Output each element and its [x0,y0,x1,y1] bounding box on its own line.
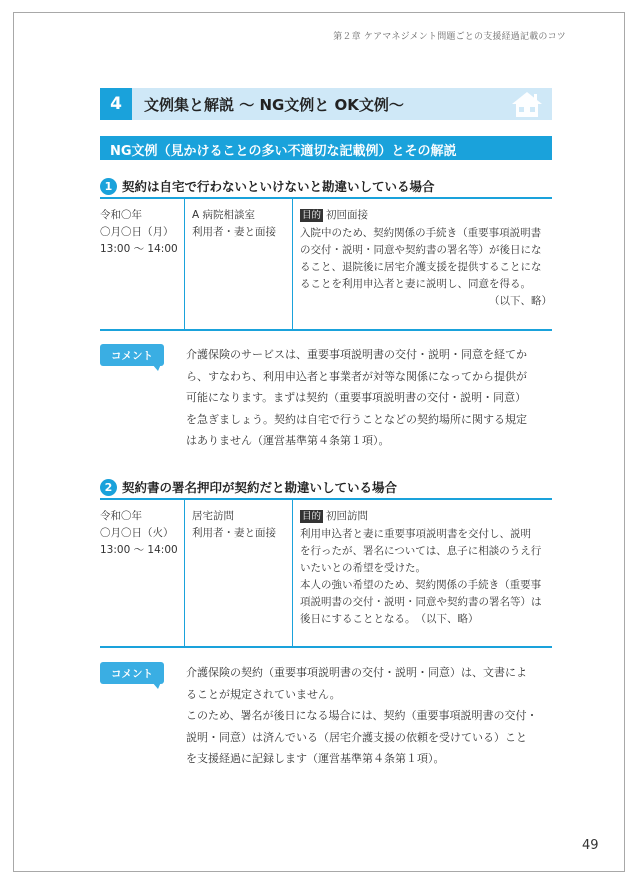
date-line: 令和〇年 [100,209,142,221]
house-icon [510,90,544,118]
content-end: （以下、略） [489,295,552,307]
page-number: 49 [582,838,599,853]
section-header [100,88,552,120]
place-line: A 病院相談室 [192,209,256,221]
time-line: 13:00 〜 14:00 [100,243,178,255]
date-line: 令和〇年 [100,510,142,522]
case-2-comment [100,662,552,774]
content-line: 利用申込者と妻に重要事項説明書を交付し、説明 [300,528,531,540]
content-line: ること、退院後に居宅介護支援を提供することにな [300,261,542,273]
purpose-text: 初回訪問 [326,510,369,522]
comment-line: このため、署名が後日になる場合には、契約（重要事項説明書の交付・ [186,709,538,722]
content-line: の交付・説明・同意や契約書の署名等）が後日にな [300,244,542,256]
purpose-badge: 目的 [302,511,322,522]
comment-line: を支援経過に記録します（運営基準第４条第１項）。 [186,752,445,765]
comment-line: 可能になります。まずは契約（重要事項説明書の交付・説明・同意） [186,391,527,404]
table-divider [292,199,293,329]
section-number: 4 [100,88,132,120]
case-2-heading-text: 契約書の署名押印が契約だと勘違いしている場合 [122,480,398,495]
place-line: 利用者・妻と面接 [192,226,276,238]
comment-line: 介護保険のサービスは、重要事項説明書の交付・説明・同意を経てか [186,348,527,361]
place-line: 利用者・妻と面接 [192,527,276,539]
case-1-date-cell [100,207,180,258]
comment-tag: コメント [100,662,164,684]
comment-line: 説明・同意）は済んでいる（居宅介護支援の依頼を受けている）こと [186,730,527,744]
comment-tag: コメント [100,344,164,366]
content-line: を行ったが、署名については、息子に相談のうえ行 [300,545,542,557]
case-2-place-cell [192,508,292,542]
case-2-record-table [100,498,552,648]
case-2-heading [100,478,397,496]
date-line: 〇月〇日（月） [100,226,174,238]
table-divider [292,500,293,646]
case-2-number: 2 [100,479,117,496]
purpose-line [300,508,552,525]
case-2-content-cell [300,508,552,628]
purpose-line [300,207,552,224]
content-line: 項説明書の交付・説明・同意や契約書の署名等）は [300,596,542,608]
date-line: 〇月〇日（火） [100,527,174,539]
place-line: 居宅訪問 [192,510,234,522]
time-line: 13:00 〜 14:00 [100,544,178,556]
purpose-text: 初回面接 [326,209,369,221]
section-title: 文例集と解説 〜 NG文例と OK文例〜 [144,96,404,114]
table-divider [184,500,185,646]
comment-line: 介護保険の契約（重要事項説明書の交付・説明・同意）は、文書によ [186,666,527,679]
running-head: 第２章 ケアマネジメント問題ごとの支援経過記載のコツ [333,32,566,42]
case-2-date-cell [100,508,180,559]
content-line: 本人の強い希望のため、契約関係の手続き（重要事 [300,579,542,591]
comment-tag-tail [152,682,161,689]
case-1-comment [100,344,552,454]
case-1-heading-text: 契約は自宅で行わないといけないと勘違いしている場合 [122,179,435,194]
case-1-heading [100,177,435,195]
table-divider [184,199,185,329]
case-1-content-cell [300,207,552,310]
comment-tag-tail [152,364,161,371]
comment-line: ら、すなわち、利用申込者と事業者が対等な関係になってから提供が [186,369,527,383]
case-1-record-table [100,197,552,331]
ng-examples-band: NG文例（見かけることの多い不適切な記載例）とその解説 [100,136,552,160]
case-1-place-cell [192,207,292,241]
comment-line: を急ぎましょう。契約は自宅で行うことなどの契約場所に関する規定 [186,412,527,426]
comment-line: ることが規定されていません。 [186,687,341,701]
content-line: いたいとの希望を受けた。 [300,562,426,574]
content-line: 後日にすることとなる。 （以下、略） [300,613,479,625]
purpose-badge: 目的 [302,210,322,221]
comment-text [186,344,554,452]
content-line: 入院中のため、契約関係の手続き（重要事項説明書 [300,227,542,239]
comment-text [186,662,554,770]
case-1-number: 1 [100,178,117,195]
comment-line: はありません（運営基準第４条第１項）。 [186,434,390,447]
content-line: ることを利用申込者と妻に説明し、同意を得る。 [300,278,531,290]
